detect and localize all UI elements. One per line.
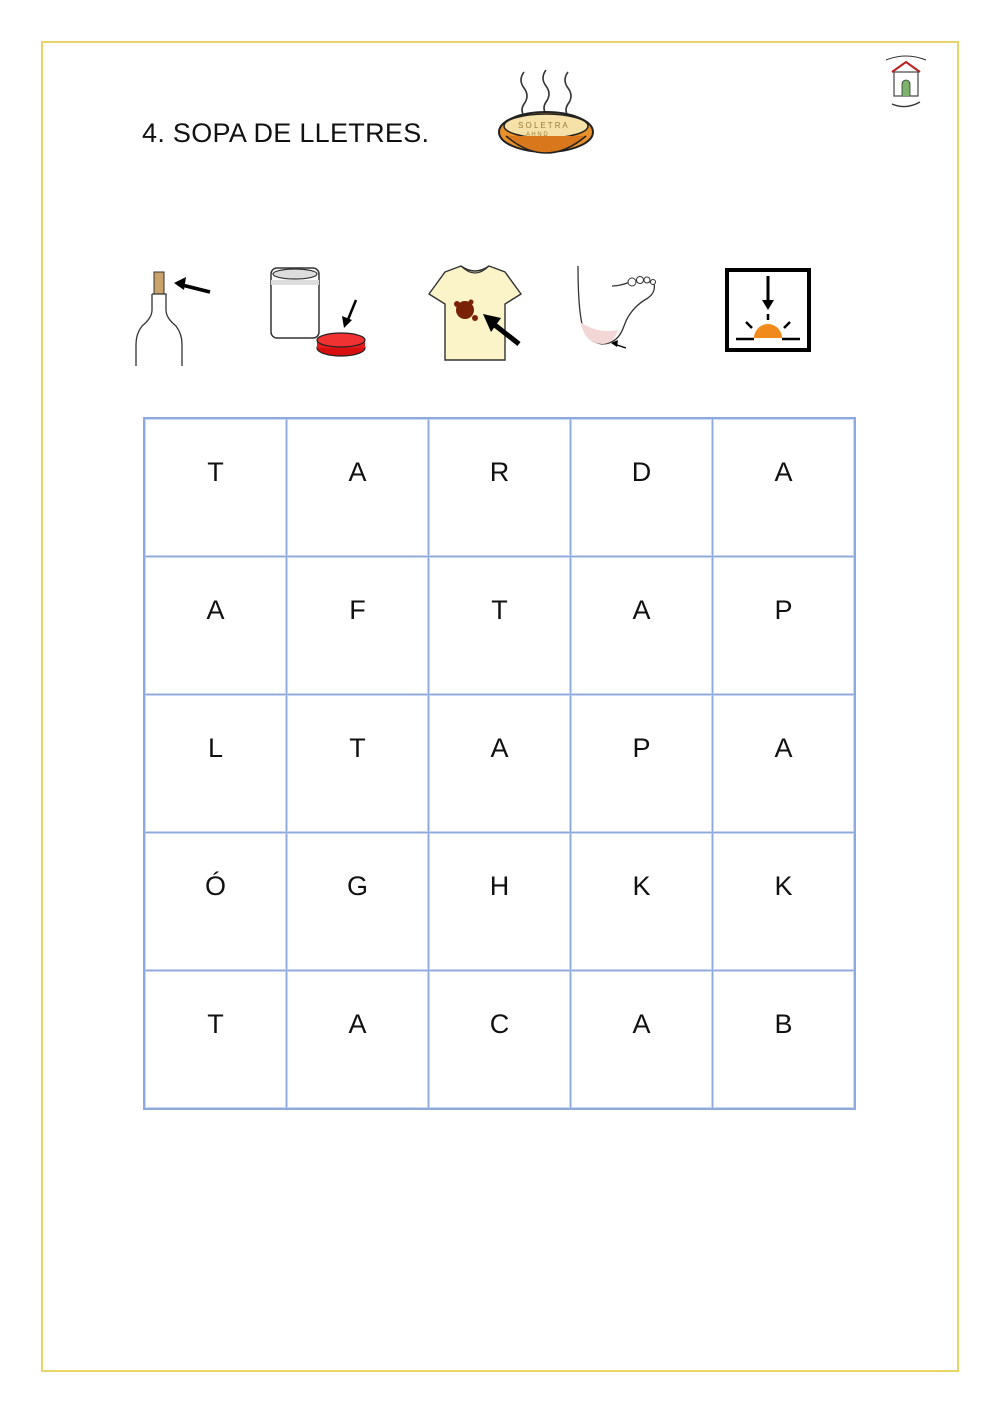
soup-bowl-icon [496, 66, 596, 166]
svg-text:A H N D: A H N D [526, 132, 548, 138]
word-search-grid [143, 417, 856, 1110]
grid-cell[interactable]: C [429, 971, 571, 1110]
school-logo [880, 50, 932, 110]
grid-cell[interactable]: Ó [144, 833, 287, 971]
grid-cell[interactable]: K [571, 833, 713, 971]
grid-cell[interactable]: T [144, 971, 287, 1110]
grid-cell[interactable]: A [144, 557, 287, 695]
grid-cell[interactable]: L [144, 695, 287, 833]
grid-cell[interactable]: R [429, 418, 571, 557]
svg-text:S O L E T R A: S O L E T R A [518, 121, 568, 130]
page-title: 4. SOPA DE LLETRES. [142, 118, 430, 148]
grid-cell[interactable]: T [429, 557, 571, 695]
grid-row [144, 833, 855, 971]
grid-cell[interactable]: T [287, 695, 429, 833]
grid-cell[interactable]: A [287, 418, 429, 557]
cork-icon [134, 262, 216, 367]
grid-cell[interactable]: F [287, 557, 429, 695]
heel-icon [570, 262, 660, 367]
grid-row [144, 557, 855, 695]
lid-icon [268, 262, 370, 367]
grid-cell[interactable]: A [713, 418, 856, 557]
grid-cell[interactable]: B [713, 971, 856, 1110]
grid-cell[interactable]: A [713, 695, 856, 833]
grid-cell[interactable]: A [287, 971, 429, 1110]
grid-cell[interactable]: H [429, 833, 571, 971]
grid-cell[interactable]: A [429, 695, 571, 833]
sunset-icon [722, 262, 814, 367]
stain-icon [425, 262, 525, 367]
grid-cell[interactable]: P [571, 695, 713, 833]
grid-cell[interactable]: G [287, 833, 429, 971]
grid-cell[interactable]: A [571, 557, 713, 695]
grid-row [144, 418, 855, 557]
grid-cell[interactable]: D [571, 418, 713, 557]
grid-cell[interactable]: T [144, 418, 287, 557]
grid-cell[interactable]: K [713, 833, 856, 971]
grid-cell[interactable]: P [713, 557, 856, 695]
grid-row [144, 695, 855, 833]
grid-row [144, 971, 855, 1110]
grid-cell[interactable]: A [571, 971, 713, 1110]
